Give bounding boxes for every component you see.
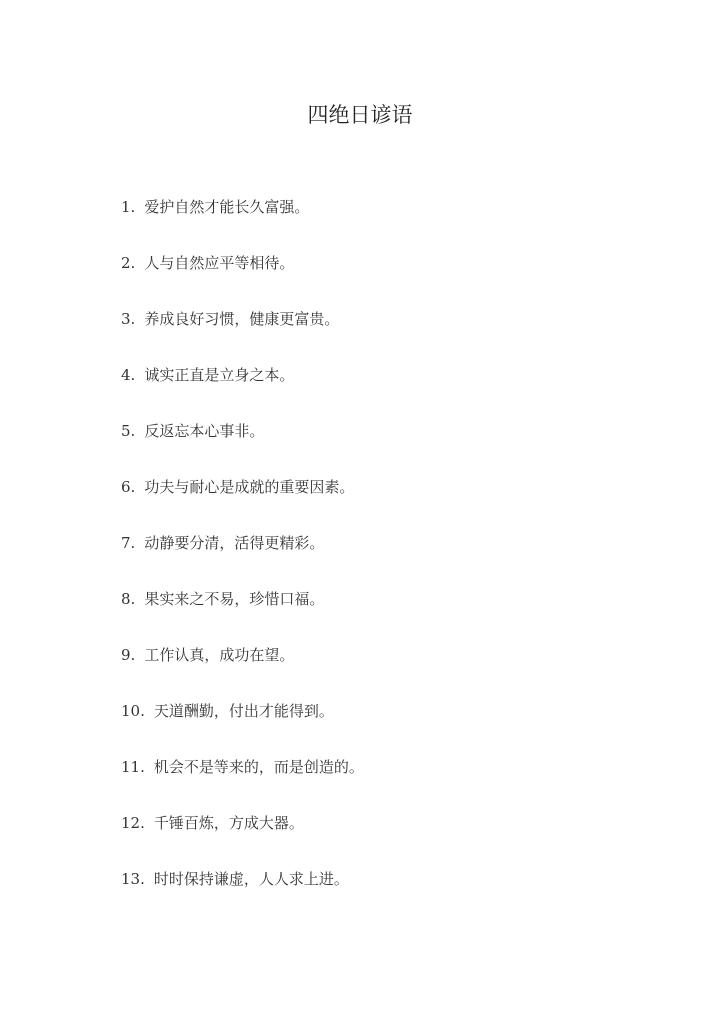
item-text: 诚实正直是立身之本。: [144, 366, 295, 384]
item-text: 爱护自然才能长久富强。: [144, 198, 310, 216]
item-text: 养成良好习惯，健康更富贵。: [144, 310, 340, 328]
item-text: 人与自然应平等相待。: [144, 254, 295, 272]
item-number: 7.: [121, 534, 136, 552]
item-number: 8.: [121, 590, 136, 608]
item-number: 6.: [121, 478, 136, 496]
list-item: [121, 474, 364, 530]
item-text: 反返忘本心事非。: [144, 422, 265, 440]
proverb-list: [121, 194, 364, 922]
item-text: 工作认真，成功在望。: [144, 646, 295, 664]
item-text: 果实来之不易，珍惜口福。: [144, 590, 325, 608]
item-text: 机会不是等来的，而是创造的。: [153, 758, 364, 776]
list-item: [121, 418, 364, 474]
list-item: [121, 194, 364, 250]
item-number: 4.: [121, 366, 136, 384]
list-item: [121, 698, 364, 754]
item-text: 时时保持谦虚，人人求上进。: [153, 870, 349, 888]
item-number: 1.: [121, 198, 136, 216]
item-number: 2.: [121, 254, 136, 272]
item-text: 动静要分清，活得更精彩。: [144, 534, 325, 552]
list-item: [121, 642, 364, 698]
item-number: 5.: [121, 422, 136, 440]
list-item: [121, 866, 364, 922]
item-number: 11.: [121, 758, 145, 776]
item-number: 10.: [121, 702, 145, 720]
item-number: 12.: [121, 814, 145, 832]
list-item: [121, 250, 364, 306]
item-text: 功夫与耐心是成就的重要因素。: [144, 478, 355, 496]
item-text: 千锤百炼，方成大器。: [153, 814, 304, 832]
item-text: 天道酬勤，付出才能得到。: [153, 702, 334, 720]
list-item: [121, 530, 364, 586]
page-title: 四绝日谚语: [307, 103, 413, 128]
list-item: [121, 586, 364, 642]
item-number: 3.: [121, 310, 136, 328]
list-item: [121, 306, 364, 362]
item-number: 9.: [121, 646, 136, 664]
list-item: [121, 810, 364, 866]
item-number: 13.: [121, 870, 145, 888]
list-item: [121, 362, 364, 418]
list-item: [121, 754, 364, 810]
